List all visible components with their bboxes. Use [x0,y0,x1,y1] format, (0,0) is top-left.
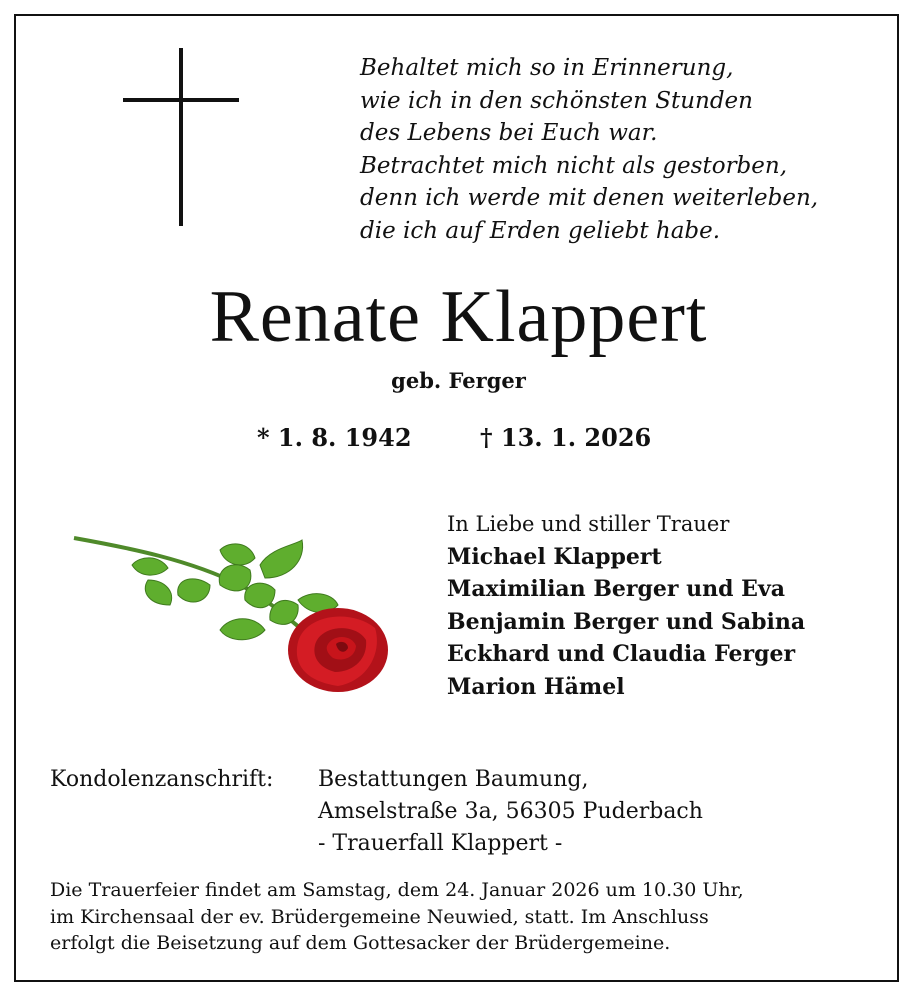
funeral-line: im Kirchensaal der ev. Brüdergemeine Neuwied, statt. Im Anschluss [50,905,709,928]
cross-horizontal-bar [123,98,239,102]
birth-date: * 1. 8. 1942 [257,423,412,452]
funeral-info [50,877,868,957]
poem [360,52,818,247]
condolence-label: Kondolenzanschrift: [50,767,274,792]
poem-line: des Lebens bei Euch war. [360,120,658,146]
death-date: † 13. 1. 2026 [480,423,652,452]
mourners-block [447,508,805,703]
condolence-line: Bestattungen Baumung, [318,767,589,792]
poem-line: Behaltet mich so in Erinnerung, [360,55,734,81]
mourner-name: Maximilian Berger und Eva [447,576,785,602]
poem-line: die ich auf Erden geliebt habe. [360,217,721,244]
mourner-name: Benjamin Berger und Sabina [447,608,806,635]
deceased-name: Renate Klappert [209,276,708,358]
mourners-intro: In Liebe und stiller Trauer [447,512,730,536]
birth-name: geb. Ferger [391,368,526,393]
funeral-line: erfolgt die Beisetzung auf dem Gottesacker der Brüdergemeine. [50,932,671,954]
condolence-lines [318,764,703,860]
poem-line: denn ich werde mit denen weiterleben, [360,185,819,211]
mourner-name: Michael Klappert [447,543,662,570]
rose-image [70,530,400,700]
poem-line: Betrachtet mich nicht als gestorben, [360,152,788,179]
mourner-name: Marion Hämel [447,673,625,700]
funeral-line: Die Trauerfeier findet am Samstag, dem 24. Januar 2026 um 10.30 Uhr, [50,879,744,901]
poem-line: wie ich in den schönsten Stunden [360,87,753,114]
cross-vertical-bar [179,48,183,226]
mourner-name: Eckhard und Claudia Ferger [447,641,796,667]
condolence-line: - Trauerfall Klappert - [318,831,563,856]
condolence-line: Amselstraße 3a, 56305 Puderbach [318,799,703,824]
